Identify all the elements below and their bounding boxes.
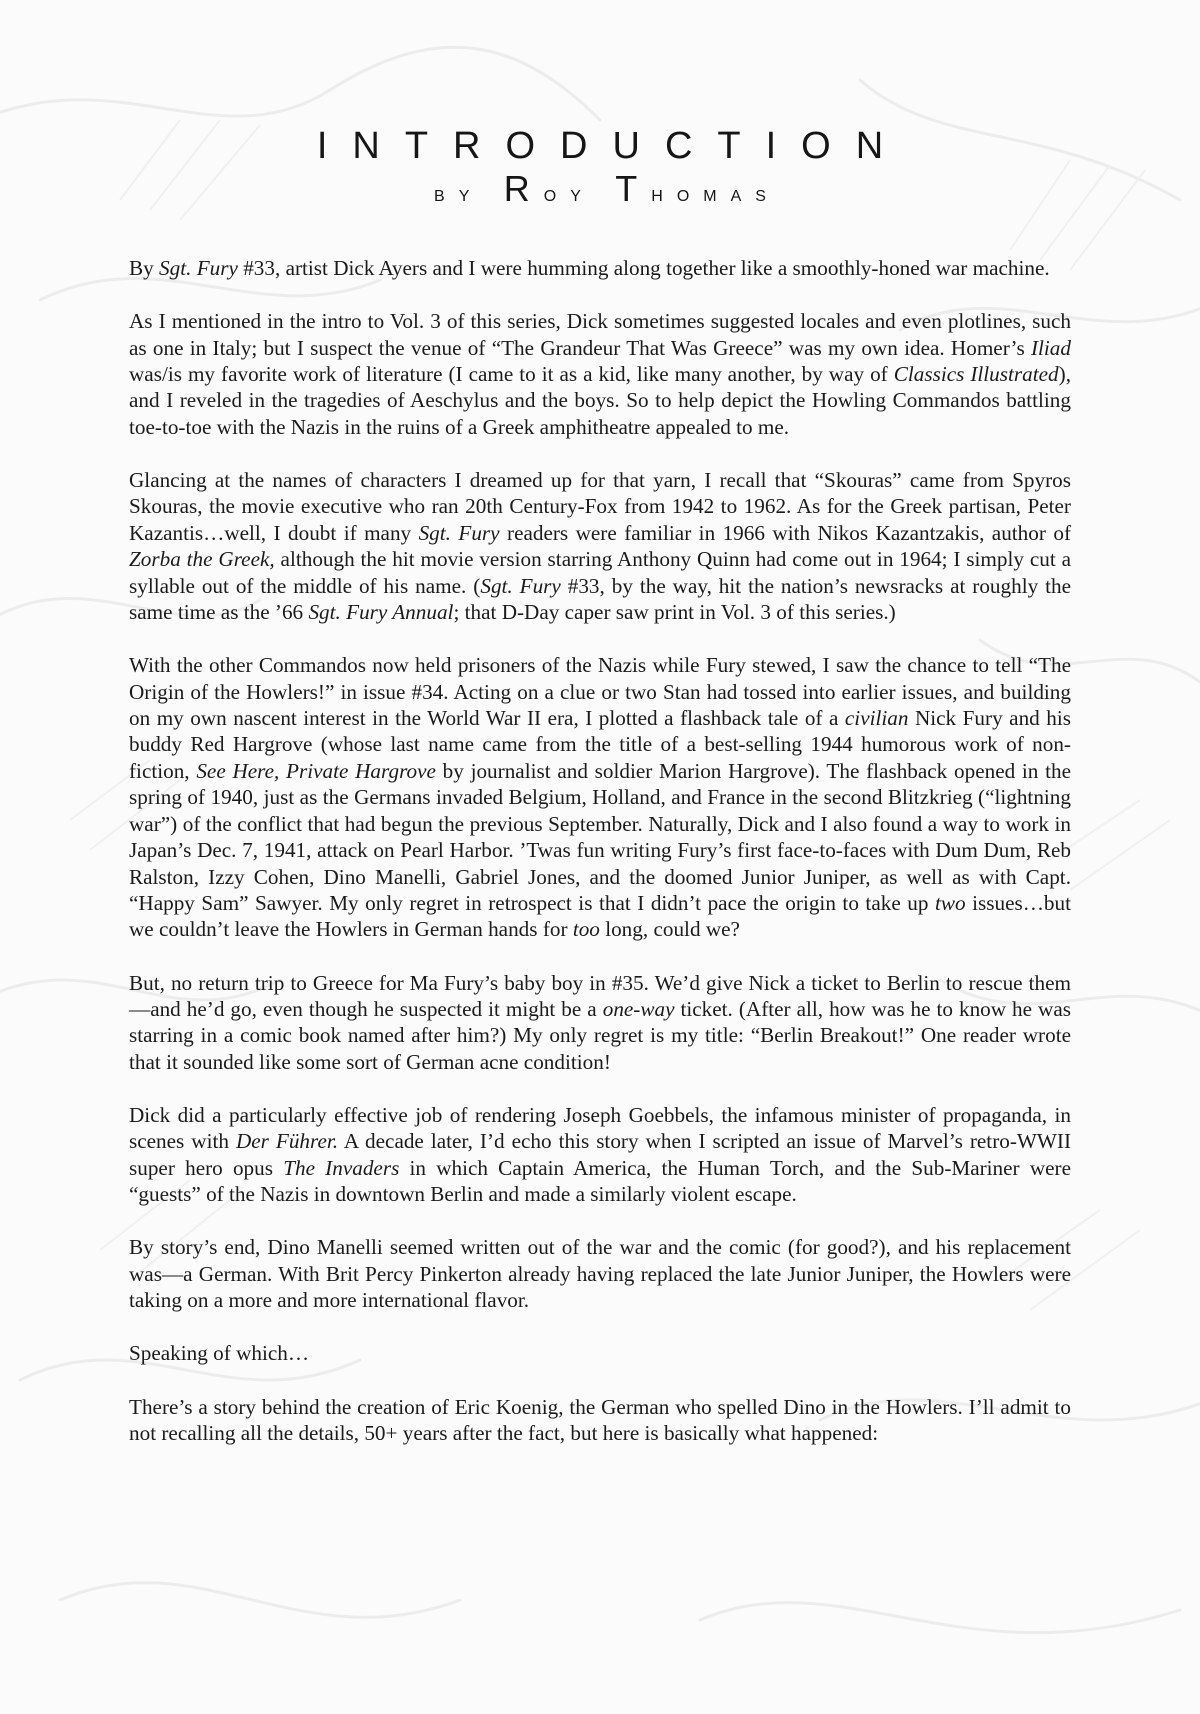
text-run: long, could we?: [599, 917, 740, 942]
byline-prefix: by: [434, 180, 484, 206]
text-run: But, no return trip to Greece for Ma Fury’s baby boy in #35. We’d give Nick a ticket to Berlin to rescue them—and he’d go, even though he suspected it might be a: [129, 970, 1071, 1021]
text-run: There’s a story behind the creation of Eric Koenig, the German who spelled Dino in the Howlers. I’ll admit to not recalling all the details, 50+ years after the fact, but here is basically what happened:: [129, 1394, 1071, 1445]
page-title: INTRODUCTION: [316, 125, 909, 167]
paragraph: [129, 308, 1071, 440]
paragraph: [129, 1340, 1071, 1366]
paragraph: [129, 467, 1071, 625]
text-run: As I mentioned in the intro to Vol. 3 of this series, Dick sometimes suggested locales and even plotlines, such as one in Italy; but I suspect the venue of “The Grandeur That Was Greece” was my own idea. Homer’s: [129, 309, 1071, 360]
body-text: [129, 255, 1071, 1473]
italic-title: Sgt. Fury: [480, 573, 561, 598]
text-run: Dick did a particularly effective job of rendering Joseph Goebbels, the infamous minister of propaganda, in scenes with: [129, 1102, 1071, 1154]
byline-last-rest: homas: [651, 180, 780, 206]
paragraph: [129, 255, 1071, 281]
paragraph: [129, 1234, 1071, 1313]
byline-first-rest: oy: [543, 180, 595, 206]
text-run: in which Captain America, the Human Torch, and the Sub-Mariner were “guests” of the Nazis in downtown Berlin and made a similarly violent escape.: [129, 1155, 1071, 1207]
text-run: #33, by the way, hit the nation’s newsracks at roughly the same time as the ’66: [129, 573, 1072, 625]
italic-title: Sgt. Fury: [159, 256, 238, 280]
text-run: issues…but we couldn’t leave the Howlers in German hands for: [129, 890, 1071, 942]
italic-title: Classics Illustrated: [893, 362, 1059, 387]
text-run: Speaking of which…: [129, 1341, 310, 1366]
italic-title: Sgt. Fury Annual: [308, 600, 454, 625]
italic-title: Zorba the Greek,: [129, 547, 275, 572]
text-run: by journalist and soldier Marion Hargrove). The flashback opened in the spring of 1940, just as the Germans invaded Belgium, Holland, and France in the second Blitzkrieg (“lightning war”) of the conflict that had begun the previous September. Naturally, Dick and I also found a way to work in Japan’s Dec. 7, 1941, attack on Pearl Harbor. ’Twas fun writing Fury’s first face-to-faces with Dum Dum, Reb Ralston, Izzy Cohen, Dino Manelli, Gabriel Jones, and the doomed Junior Juniper, as well as with Capt. “Happy Sam” Sawyer. My only regret in retrospect is that I didn’t pace the origin to take up: [129, 758, 1071, 915]
paragraph: [129, 1102, 1071, 1208]
italic-title: one-way: [602, 996, 675, 1021]
page-heading: [0, 124, 1200, 212]
italic-title: too: [572, 917, 600, 942]
text-run: A decade later, I’d echo this story when I scripted an issue of Marvel’s retro-WWII super hero opus: [129, 1129, 1072, 1180]
byline-last-initial: T: [615, 168, 652, 209]
byline: [0, 170, 1200, 212]
paragraph: [129, 652, 1071, 942]
text-run: although the hit movie version starring Anthony Quinn had come out in 1964; I simply cut a syllable out of the middle of his name. (: [129, 547, 1071, 598]
text-run: readers were familiar in 1966 with Nikos Kazantzakis, author of: [499, 520, 1072, 545]
text-run: was/is my favorite work of literature (I came to it as a kid, like many another, by way of: [129, 362, 894, 387]
paragraph: [129, 1394, 1071, 1447]
text-run: Nick Fury and his buddy Red Hargrove (whose last name came from the title of a best-selling 1944 humorous work of non-fiction,: [129, 706, 1071, 783]
italic-title: Sgt. Fury: [418, 520, 500, 545]
text-run: By: [129, 256, 160, 280]
byline-first-initial: R: [503, 168, 544, 209]
italic-title: See Here, Private Hargrove: [196, 758, 436, 783]
italic-title: Iliad: [1030, 335, 1071, 360]
text-run: With the other Commandos now held prisoners of the Nazis while Fury stewed, I saw the chance to tell “The Origin of the Howlers!” in issue #34. Acting on a clue or two Stan had tossed into earlier issues, and building on my own nascent interest in the World War II era, I plotted a flashback tale of a: [129, 653, 1071, 731]
italic-title: The Invaders: [283, 1155, 400, 1180]
text-run: ), and I reveled in the tragedies of Aeschylus and the boys. So to help depict the Howling Commandos battling toe-to-toe with the Nazis in the ruins of a Greek amphitheatre appealed to me.: [129, 362, 1071, 439]
text-run: ticket. (After all, how was he to know he was starring in a comic book named after him?) My only regret is my title: “Berlin Breakout!” One reader wrote that it sounded like some sort of German acne condition!: [129, 996, 1072, 1074]
text-run: ; that D-Day caper saw print in Vol. 3 of this series.): [453, 600, 896, 625]
italic-title: civilian: [844, 706, 909, 731]
paragraph: [129, 970, 1071, 1076]
italic-title: Der Führer.: [235, 1129, 339, 1154]
text-run: By story’s end, Dino Manelli seemed written out of the war and the comic (for good?), and his replacement was—a German. With Brit Percy Pinkerton already having replaced the late Junior Juniper, the Howlers were taking on a more and more international flavor.: [129, 1235, 1071, 1313]
text-run: Glancing at the names of characters I dreamed up for that yarn, I recall that “Skouras” came from Spyros Skouras, the movie executive who ran 20th Century-Fox from 1942 to 1962. As for the Greek partisan, Peter Kazantis…well, I doubt if many: [129, 468, 1071, 545]
italic-title: two: [934, 890, 966, 915]
text-run: #33, artist Dick Ayers and I were humming along together like a smoothly-honed war machine.: [237, 256, 1050, 280]
